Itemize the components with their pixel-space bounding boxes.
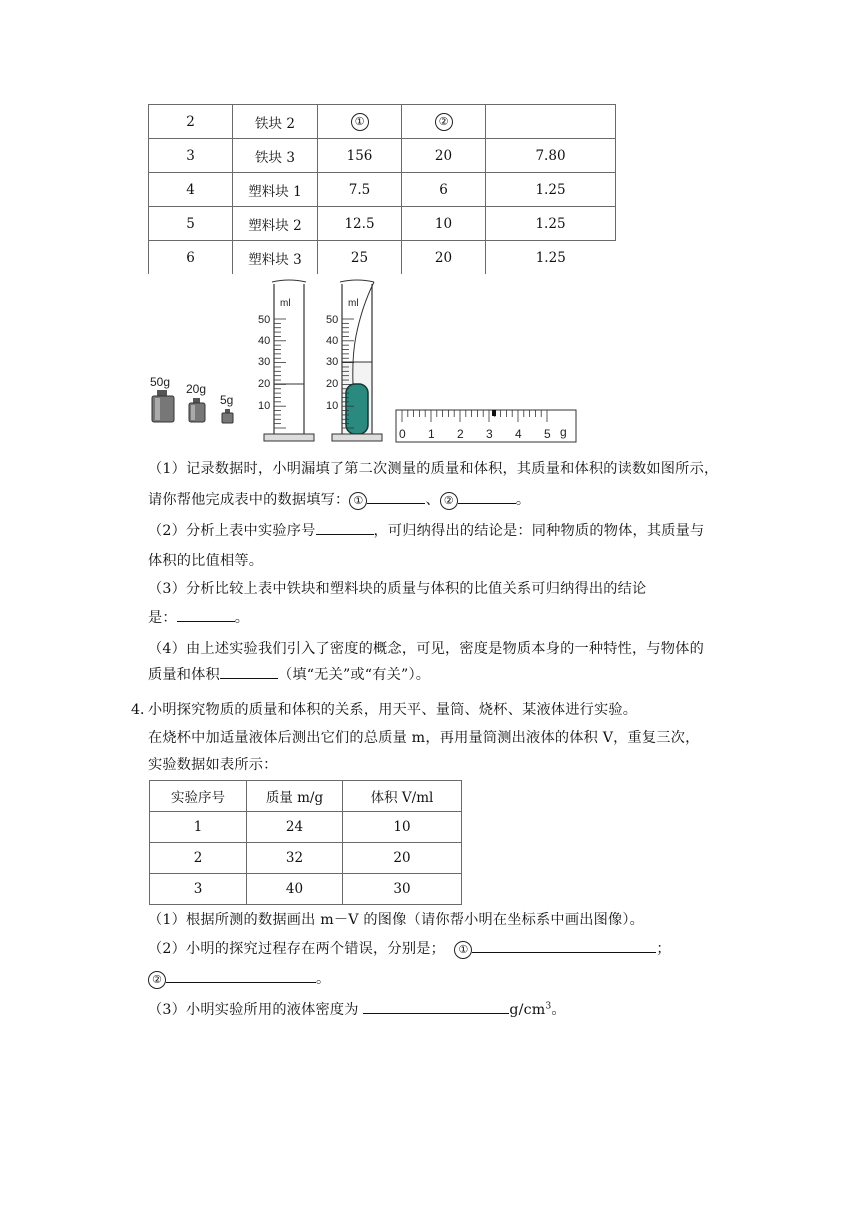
circled-two: ②	[148, 971, 166, 989]
table-row	[150, 843, 462, 874]
table-cell: 5	[149, 207, 233, 241]
table-cell: 25	[318, 241, 402, 275]
answer-blank[interactable]	[220, 664, 278, 679]
table-cell: 156	[318, 139, 402, 173]
svg-text:50g: 50g	[150, 375, 171, 389]
table-cell: 20	[343, 843, 462, 874]
svg-text:30: 30	[258, 356, 271, 368]
answer-blank[interactable]	[177, 607, 235, 622]
table-cell: 铁块 3	[233, 139, 318, 173]
table-cell: 6	[149, 241, 233, 275]
svg-text:50: 50	[258, 314, 271, 326]
svg-text:1: 1	[428, 427, 435, 441]
weight-5g-icon	[220, 393, 233, 423]
svg-text:40: 40	[258, 335, 271, 347]
table-row	[149, 105, 616, 139]
svg-text:g: g	[560, 425, 567, 439]
graduated-cylinder-with-block	[332, 280, 382, 441]
q3-part3-line1: （3）分析比较上表中铁块和塑料块的质量与体积的比值关系可归纳得出的结论	[148, 581, 647, 597]
q4-line3: 实验数据如表所示：	[148, 757, 278, 773]
q3-part4-line2: 质量和体积 （填“无关”或“有关”）。	[148, 664, 430, 684]
svg-text:0: 0	[399, 427, 406, 441]
question-number: 4．	[131, 702, 155, 718]
svg-text:5: 5	[544, 427, 551, 441]
table-cell: 10	[343, 812, 462, 843]
table-header: 质量 m/g	[247, 781, 343, 812]
q4-intro: 小明探究物质的质量和体积的关系，用天平、量筒、烧杯、某液体进行实验。	[148, 702, 638, 718]
graduated-cylinder-empty	[264, 280, 314, 441]
table-cell: 塑料块 3	[233, 241, 318, 275]
svg-text:ml: ml	[280, 298, 291, 309]
q4-line2: 在烧杯中加适量液体后测出它们的总质量 m，再用量筒测出液体的体积 V，重复三次，	[148, 730, 700, 746]
table-cell: 10	[402, 207, 486, 241]
balance-rider-scale	[396, 410, 576, 442]
table-cell: 3	[149, 139, 233, 173]
q3-part4-line1: （4）由上述实验我们引入了密度的概念，可见，密度是物质本身的一种特性，与物体的	[148, 641, 704, 657]
svg-text:40: 40	[326, 335, 339, 347]
table-cell: 1.25	[486, 241, 616, 275]
answer-blank[interactable]	[458, 489, 516, 504]
mass-volume-table	[149, 780, 462, 905]
table-cell: 2	[150, 843, 247, 874]
table-row	[149, 207, 616, 241]
table-header-row	[150, 781, 462, 812]
answer-blank[interactable]	[472, 938, 656, 953]
svg-text:3: 3	[486, 427, 493, 441]
cylinder-scale-labels	[326, 314, 338, 412]
weight-20g-icon	[186, 382, 206, 422]
circled-one: ①	[349, 492, 367, 510]
table-cell: 24	[247, 812, 343, 843]
svg-text:10: 10	[258, 400, 271, 412]
density-data-table	[148, 104, 616, 274]
q4-sub2-line1: （2）小明的探究过程存在两个错误，分别是； ① ；	[148, 938, 671, 959]
table-cell: 1.25	[486, 173, 616, 207]
table-row	[149, 241, 616, 275]
table-cell: 7.5	[318, 173, 402, 207]
table-header: 实验序号	[150, 781, 247, 812]
table-cell: 塑料块 1	[233, 173, 318, 207]
svg-text:20: 20	[326, 378, 339, 390]
table-cell	[318, 105, 402, 139]
table-cell	[486, 105, 616, 139]
table-cell: 塑料块 2	[233, 207, 318, 241]
svg-text:5g: 5g	[220, 393, 234, 407]
table-cell: 32	[247, 843, 343, 874]
q3-part3-line2: 是： 。	[148, 607, 249, 627]
svg-text:30: 30	[326, 356, 339, 368]
table-cell: 12.5	[318, 207, 402, 241]
table-row	[149, 173, 616, 207]
table-cell: 1.25	[486, 207, 616, 241]
table-row	[150, 812, 462, 843]
q3-part2-line1: （2）分析上表中实验序号 ，可归纳得出的结论是：同种物质的物体，其质量与	[148, 520, 704, 540]
circled-one: ①	[351, 113, 369, 131]
table-cell: 7.80	[486, 139, 616, 173]
table-cell: 铁块 2	[233, 105, 318, 139]
answer-blank[interactable]	[363, 999, 509, 1014]
circled-two: ②	[435, 113, 453, 131]
svg-text:2: 2	[457, 427, 464, 441]
table-row	[149, 139, 616, 173]
table-header: 体积 V/ml	[343, 781, 462, 812]
table-cell: 40	[247, 874, 343, 905]
svg-text:4: 4	[515, 427, 522, 441]
table-cell: 2	[149, 105, 233, 139]
q4-sub2-line2: ② 。	[148, 968, 330, 989]
table-cell: 30	[343, 874, 462, 905]
table-cell: 20	[402, 241, 486, 275]
circled-one: ①	[454, 941, 472, 959]
svg-text:50: 50	[326, 314, 339, 326]
cylinder-scale-labels	[258, 314, 270, 412]
svg-text:ml: ml	[348, 298, 359, 309]
q3-part1-line2: 请你帮他完成表中的数据填写： ① 、 ② 。	[148, 489, 530, 510]
weight-50g-icon	[150, 375, 174, 422]
svg-text:20g: 20g	[186, 382, 207, 396]
q4-sub3: （3）小明实验所用的液体密度为 $g/cm^3$。	[148, 999, 566, 1019]
answer-blank[interactable]	[316, 520, 374, 535]
q3-part2-line2: 体积的比值相等。	[148, 553, 264, 569]
table-cell: 6	[402, 173, 486, 207]
answer-blank[interactable]	[367, 489, 425, 504]
table-cell	[402, 105, 486, 139]
table-row	[150, 874, 462, 905]
svg-text:20: 20	[258, 378, 271, 390]
answer-blank[interactable]	[166, 968, 316, 983]
table-cell: 20	[402, 139, 486, 173]
circled-two: ②	[440, 492, 458, 510]
q3-part1-line1: （1）记录数据时，小明漏填了第二次测量的质量和体积，其质量和体积的读数如图所示，	[148, 461, 719, 477]
svg-text:10: 10	[326, 400, 339, 412]
table-cell: 1	[150, 812, 247, 843]
table-cell: 4	[149, 173, 233, 207]
table-cell: 3	[150, 874, 247, 905]
measurement-figure	[148, 276, 588, 446]
q4-sub1: （1）根据所测的数据画出 m－V 的图像（请你帮小明在坐标系中画出图像）。	[148, 912, 645, 928]
